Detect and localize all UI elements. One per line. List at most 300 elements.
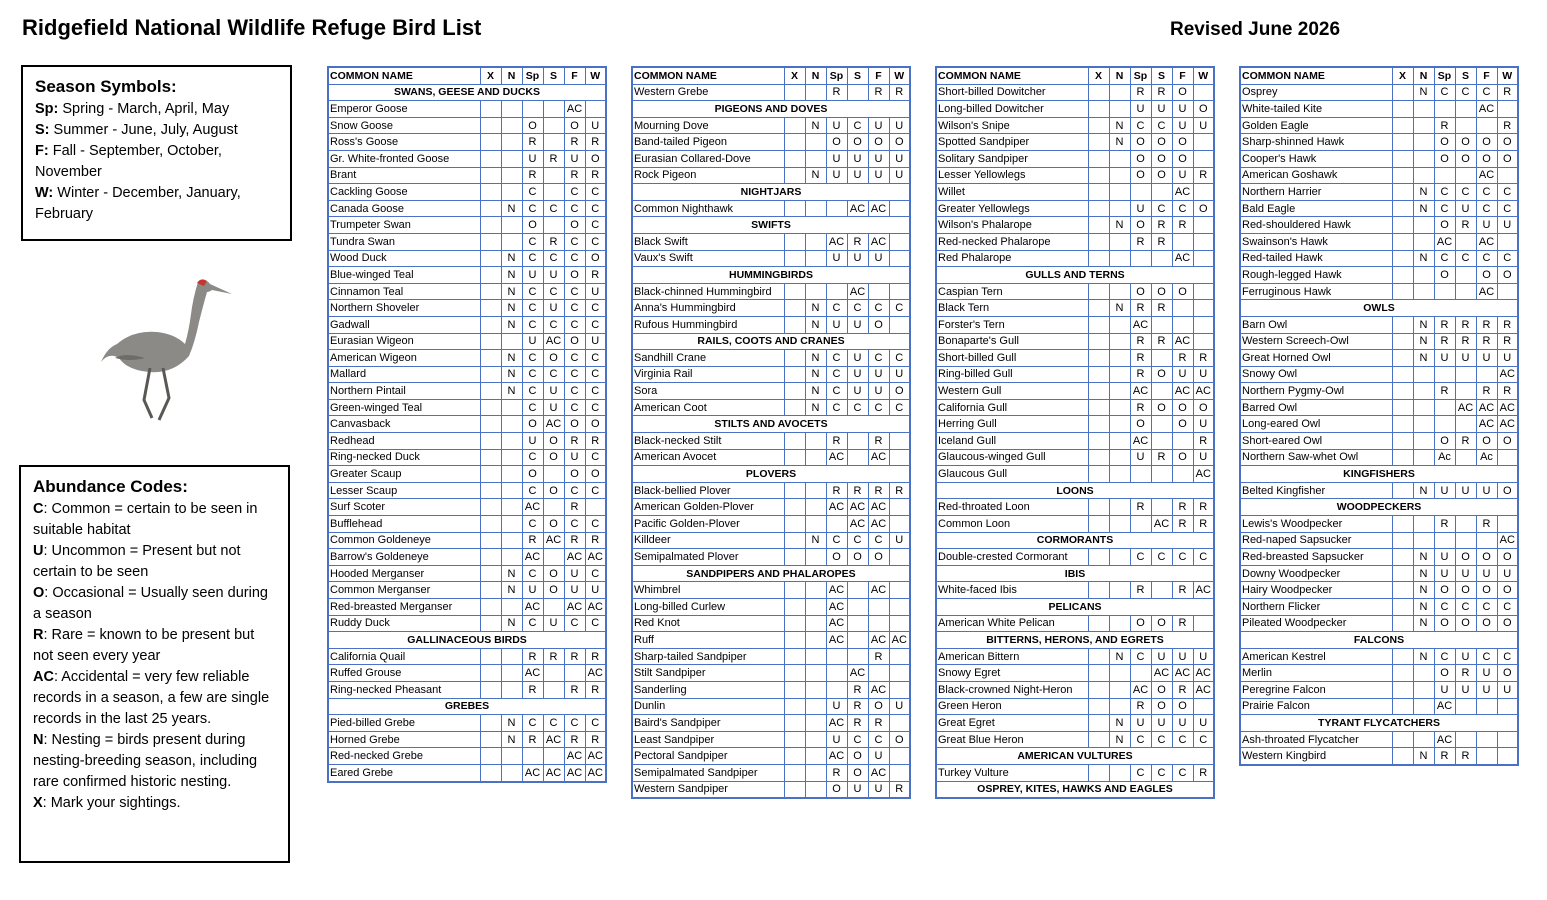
sighting-checkbox-cell[interactable] bbox=[1088, 117, 1109, 134]
sighting-checkbox-cell[interactable] bbox=[1088, 416, 1109, 433]
bird-name: Redhead bbox=[328, 433, 480, 450]
abundance-cell: R bbox=[1172, 499, 1193, 516]
abundance-cell: O bbox=[1497, 482, 1518, 499]
sighting-checkbox-cell[interactable] bbox=[1392, 482, 1413, 499]
abundance-cell bbox=[805, 731, 826, 748]
abundance-cell: C bbox=[522, 200, 543, 217]
abundance-cell: R bbox=[826, 764, 847, 781]
abundance-cell: N bbox=[1413, 549, 1434, 566]
table-row bbox=[632, 449, 910, 466]
table-row bbox=[936, 101, 1214, 118]
abundance-cell: U bbox=[1497, 217, 1518, 234]
sighting-checkbox-cell[interactable] bbox=[480, 333, 501, 350]
table-row bbox=[936, 731, 1214, 748]
sighting-checkbox-cell[interactable] bbox=[1392, 333, 1413, 350]
sighting-checkbox-cell[interactable] bbox=[480, 615, 501, 632]
sighting-checkbox-cell[interactable] bbox=[480, 565, 501, 582]
bird-name: Pacific Golden-Plover bbox=[632, 516, 784, 533]
abundance-cell: R bbox=[1130, 300, 1151, 317]
sighting-checkbox-cell[interactable] bbox=[480, 383, 501, 400]
abundance-cell: U bbox=[522, 150, 543, 167]
sighting-checkbox-cell[interactable] bbox=[784, 233, 805, 250]
sighting-checkbox-cell[interactable] bbox=[480, 350, 501, 367]
bird-name: White-tailed Kite bbox=[1240, 101, 1392, 118]
sighting-checkbox-cell[interactable] bbox=[1088, 366, 1109, 383]
abundance-cell: U bbox=[1434, 482, 1455, 499]
sighting-checkbox-cell[interactable] bbox=[1088, 200, 1109, 217]
sighting-checkbox-cell[interactable] bbox=[784, 250, 805, 267]
sighting-checkbox-cell[interactable] bbox=[784, 482, 805, 499]
table-row bbox=[936, 549, 1214, 566]
abundance-cell bbox=[543, 499, 564, 516]
column-header: S bbox=[1455, 67, 1476, 84]
sighting-checkbox-cell[interactable] bbox=[784, 316, 805, 333]
season-symbol-description: Winter - December, January, February bbox=[35, 185, 241, 222]
abundance-cell: AC bbox=[1130, 433, 1151, 450]
table-header-row bbox=[632, 67, 910, 84]
sighting-checkbox-cell[interactable] bbox=[480, 150, 501, 167]
sighting-checkbox-cell[interactable] bbox=[784, 715, 805, 732]
sighting-checkbox-cell[interactable] bbox=[1392, 84, 1413, 101]
abundance-cell bbox=[1151, 316, 1172, 333]
abundance-cell: C bbox=[1497, 184, 1518, 201]
sighting-checkbox-cell[interactable] bbox=[1088, 764, 1109, 781]
abundance-cell: C bbox=[522, 250, 543, 267]
table-row bbox=[632, 482, 910, 499]
abundance-cell bbox=[889, 250, 910, 267]
sighting-checkbox-cell[interactable] bbox=[1088, 648, 1109, 665]
abundance-cell: U bbox=[543, 399, 564, 416]
sighting-checkbox-cell[interactable] bbox=[480, 715, 501, 732]
sighting-checkbox-cell[interactable] bbox=[1392, 648, 1413, 665]
sighting-checkbox-cell[interactable] bbox=[1088, 399, 1109, 416]
sighting-checkbox-cell[interactable] bbox=[784, 350, 805, 367]
sighting-checkbox-cell[interactable] bbox=[784, 433, 805, 450]
abundance-cell bbox=[805, 715, 826, 732]
table-row bbox=[632, 781, 910, 798]
table-row bbox=[328, 449, 606, 466]
sighting-checkbox-cell[interactable] bbox=[784, 648, 805, 665]
abundance-cell: R bbox=[847, 233, 868, 250]
sighting-checkbox-cell[interactable] bbox=[1392, 582, 1413, 599]
sighting-checkbox-cell[interactable] bbox=[1088, 681, 1109, 698]
sighting-checkbox-cell[interactable] bbox=[1392, 233, 1413, 250]
column-header: COMMON NAME bbox=[1240, 67, 1392, 84]
sighting-checkbox-cell[interactable] bbox=[784, 167, 805, 184]
sighting-checkbox-cell[interactable] bbox=[480, 466, 501, 483]
sighting-checkbox-cell[interactable] bbox=[1392, 665, 1413, 682]
abundance-cell: R bbox=[522, 731, 543, 748]
table-row bbox=[632, 383, 910, 400]
abundance-cell bbox=[1109, 549, 1130, 566]
bird-name: Snowy Owl bbox=[1240, 366, 1392, 383]
abundance-cell bbox=[543, 167, 564, 184]
sighting-checkbox-cell[interactable] bbox=[1088, 184, 1109, 201]
sighting-checkbox-cell[interactable] bbox=[480, 300, 501, 317]
sighting-checkbox-cell[interactable] bbox=[1088, 167, 1109, 184]
sighting-checkbox-cell[interactable] bbox=[1392, 366, 1413, 383]
table-row bbox=[632, 433, 910, 450]
table-row bbox=[1240, 184, 1518, 201]
sighting-checkbox-cell[interactable] bbox=[1088, 449, 1109, 466]
sighting-checkbox-cell[interactable] bbox=[1392, 200, 1413, 217]
sighting-checkbox-cell[interactable] bbox=[784, 499, 805, 516]
abundance-cell: U bbox=[1172, 117, 1193, 134]
sighting-checkbox-cell[interactable] bbox=[1392, 399, 1413, 416]
abundance-cell: AC bbox=[1476, 101, 1497, 118]
sighting-checkbox-cell[interactable] bbox=[1088, 499, 1109, 516]
bird-name: Sharp-shinned Hawk bbox=[1240, 134, 1392, 151]
column-header: COMMON NAME bbox=[632, 67, 784, 84]
bird-name: Great Egret bbox=[936, 715, 1088, 732]
sighting-checkbox-cell[interactable] bbox=[480, 482, 501, 499]
table-row bbox=[632, 233, 910, 250]
abundance-cell: R bbox=[585, 433, 606, 450]
sighting-checkbox-cell[interactable] bbox=[480, 101, 501, 118]
abundance-cell: AC bbox=[868, 764, 889, 781]
sighting-checkbox-cell[interactable] bbox=[1088, 665, 1109, 682]
sighting-checkbox-cell[interactable] bbox=[1392, 150, 1413, 167]
abundance-cell: O bbox=[889, 134, 910, 151]
bird-name: Emperor Goose bbox=[328, 101, 480, 118]
sighting-checkbox-cell[interactable] bbox=[1392, 748, 1413, 765]
abundance-cell: C bbox=[1151, 117, 1172, 134]
section-header-row bbox=[632, 101, 910, 118]
bird-name: Forster's Tern bbox=[936, 316, 1088, 333]
abundance-cell: O bbox=[1434, 217, 1455, 234]
abundance-cell: AC bbox=[1193, 582, 1214, 599]
abundance-cell: C bbox=[522, 383, 543, 400]
sighting-checkbox-cell[interactable] bbox=[1088, 250, 1109, 267]
sighting-checkbox-cell[interactable] bbox=[784, 764, 805, 781]
abundance-cell: C bbox=[585, 366, 606, 383]
abundance-cell bbox=[1497, 698, 1518, 715]
sighting-checkbox-cell[interactable] bbox=[1088, 134, 1109, 151]
sighting-checkbox-cell[interactable] bbox=[784, 681, 805, 698]
abundance-cell bbox=[1151, 582, 1172, 599]
abundance-cell: C bbox=[1434, 200, 1455, 217]
bird-name: Tundra Swan bbox=[328, 233, 480, 250]
abundance-cell: R bbox=[889, 482, 910, 499]
sighting-checkbox-cell[interactable] bbox=[1088, 549, 1109, 566]
abundance-cell bbox=[1193, 316, 1214, 333]
abundance-cell bbox=[805, 599, 826, 616]
abundance-cell: AC bbox=[1476, 233, 1497, 250]
column-header: N bbox=[1413, 67, 1434, 84]
sighting-checkbox-cell[interactable] bbox=[480, 366, 501, 383]
sighting-checkbox-cell[interactable] bbox=[1088, 283, 1109, 300]
sighting-checkbox-cell[interactable] bbox=[1392, 433, 1413, 450]
sighting-checkbox-cell[interactable] bbox=[480, 433, 501, 450]
abundance-code-symbol: C bbox=[33, 501, 44, 517]
sighting-checkbox-cell[interactable] bbox=[480, 731, 501, 748]
abundance-cell: U bbox=[1476, 350, 1497, 367]
abundance-cell: C bbox=[564, 366, 585, 383]
abundance-cell: AC bbox=[564, 764, 585, 781]
sighting-checkbox-cell[interactable] bbox=[1392, 167, 1413, 184]
abundance-cell: C bbox=[564, 715, 585, 732]
bird-name: American Goshawk bbox=[1240, 167, 1392, 184]
sighting-checkbox-cell[interactable] bbox=[1392, 350, 1413, 367]
sighting-checkbox-cell[interactable] bbox=[1088, 300, 1109, 317]
bird-name: Cooper's Hawk bbox=[1240, 150, 1392, 167]
table-row bbox=[1240, 250, 1518, 267]
sighting-checkbox-cell[interactable] bbox=[1392, 731, 1413, 748]
abundance-cell bbox=[1413, 449, 1434, 466]
abundance-cell: AC bbox=[543, 532, 564, 549]
sighting-checkbox-cell[interactable] bbox=[1088, 84, 1109, 101]
abundance-cell: O bbox=[1130, 217, 1151, 234]
abundance-cell: AC bbox=[1172, 665, 1193, 682]
section-header-row bbox=[632, 466, 910, 483]
sighting-checkbox-cell[interactable] bbox=[1392, 316, 1413, 333]
abundance-cell: N bbox=[501, 267, 522, 284]
abundance-cell: AC bbox=[826, 715, 847, 732]
bird-name: Gadwall bbox=[328, 316, 480, 333]
sighting-checkbox-cell[interactable] bbox=[1088, 217, 1109, 234]
sighting-checkbox-cell[interactable] bbox=[480, 283, 501, 300]
bird-name: Semipalmated Plover bbox=[632, 549, 784, 566]
sighting-checkbox-cell[interactable] bbox=[784, 300, 805, 317]
abundance-cell: O bbox=[1455, 549, 1476, 566]
sighting-checkbox-cell[interactable] bbox=[480, 532, 501, 549]
abundance-cell: O bbox=[1476, 549, 1497, 566]
abundance-cell: AC bbox=[847, 200, 868, 217]
sighting-checkbox-cell[interactable] bbox=[784, 599, 805, 616]
abundance-cell: O bbox=[1130, 134, 1151, 151]
abundance-cell bbox=[826, 516, 847, 533]
sighting-checkbox-cell[interactable] bbox=[1088, 150, 1109, 167]
sighting-checkbox-cell[interactable] bbox=[480, 665, 501, 682]
sighting-checkbox-cell[interactable] bbox=[480, 267, 501, 284]
table-row bbox=[936, 167, 1214, 184]
sighting-checkbox-cell[interactable] bbox=[1392, 117, 1413, 134]
abundance-cell: R bbox=[1455, 748, 1476, 765]
column-header: N bbox=[501, 67, 522, 84]
sighting-checkbox-cell[interactable] bbox=[784, 532, 805, 549]
sighting-checkbox-cell[interactable] bbox=[1392, 549, 1413, 566]
sighting-checkbox-cell[interactable] bbox=[480, 748, 501, 765]
abundance-cell bbox=[1193, 233, 1214, 250]
sighting-checkbox-cell[interactable] bbox=[480, 233, 501, 250]
sighting-checkbox-cell[interactable] bbox=[1392, 101, 1413, 118]
sighting-checkbox-cell[interactable] bbox=[1392, 416, 1413, 433]
sighting-checkbox-cell[interactable] bbox=[784, 84, 805, 101]
abundance-cell bbox=[1109, 184, 1130, 201]
abundance-cell: C bbox=[564, 283, 585, 300]
sighting-checkbox-cell[interactable] bbox=[480, 200, 501, 217]
table-row bbox=[328, 599, 606, 616]
abundance-code-description: : Nesting = birds present during nesting-breeding season, including rare confirmed historic nesting. bbox=[33, 732, 258, 790]
bird-name: Western Grebe bbox=[632, 84, 784, 101]
abundance-cell: AC bbox=[1151, 516, 1172, 533]
abundance-cell: AC bbox=[543, 764, 564, 781]
sighting-checkbox-cell[interactable] bbox=[480, 599, 501, 616]
abundance-cell: R bbox=[1455, 333, 1476, 350]
table-row bbox=[936, 681, 1214, 698]
sighting-checkbox-cell[interactable] bbox=[1392, 681, 1413, 698]
section-header-row bbox=[632, 416, 910, 433]
abundance-cell: U bbox=[826, 150, 847, 167]
section-header-row bbox=[936, 482, 1214, 499]
abundance-cell bbox=[1151, 350, 1172, 367]
sighting-checkbox-cell[interactable] bbox=[784, 698, 805, 715]
abundance-cell: O bbox=[1151, 167, 1172, 184]
sighting-checkbox-cell[interactable] bbox=[1088, 233, 1109, 250]
sighting-checkbox-cell[interactable] bbox=[1392, 516, 1413, 533]
abundance-cell bbox=[1109, 366, 1130, 383]
sighting-checkbox-cell[interactable] bbox=[1088, 466, 1109, 483]
table-row bbox=[1240, 433, 1518, 450]
abundance-code-symbol: O bbox=[33, 585, 45, 601]
abundance-cell: O bbox=[585, 466, 606, 483]
bird-name: Semipalmated Sandpiper bbox=[632, 764, 784, 781]
sighting-checkbox-cell[interactable] bbox=[1392, 283, 1413, 300]
abundance-cell: U bbox=[868, 748, 889, 765]
abundance-cell bbox=[543, 217, 564, 234]
sighting-checkbox-cell[interactable] bbox=[1392, 449, 1413, 466]
sighting-checkbox-cell[interactable] bbox=[1088, 715, 1109, 732]
sighting-checkbox-cell[interactable] bbox=[1392, 134, 1413, 151]
sighting-checkbox-cell[interactable] bbox=[1088, 383, 1109, 400]
abundance-cell: O bbox=[847, 748, 868, 765]
sighting-checkbox-cell[interactable] bbox=[480, 764, 501, 781]
sighting-checkbox-cell[interactable] bbox=[784, 731, 805, 748]
abundance-cell bbox=[1172, 316, 1193, 333]
sighting-checkbox-cell[interactable] bbox=[784, 615, 805, 632]
sighting-checkbox-cell[interactable] bbox=[480, 399, 501, 416]
sighting-checkbox-cell[interactable] bbox=[1392, 250, 1413, 267]
abundance-cell: N bbox=[501, 715, 522, 732]
sighting-checkbox-cell[interactable] bbox=[1392, 615, 1413, 632]
section-title: PIGEONS AND DOVES bbox=[632, 101, 910, 118]
sighting-checkbox-cell[interactable] bbox=[784, 748, 805, 765]
abundance-cell: C bbox=[1497, 599, 1518, 616]
sighting-checkbox-cell[interactable] bbox=[1088, 731, 1109, 748]
sighting-checkbox-cell[interactable] bbox=[784, 399, 805, 416]
abundance-cell bbox=[868, 615, 889, 632]
abundance-cell: C bbox=[585, 383, 606, 400]
sighting-checkbox-cell[interactable] bbox=[784, 632, 805, 649]
season-symbol-description: Fall - September, October, November bbox=[35, 143, 222, 180]
sighting-checkbox-cell[interactable] bbox=[1392, 217, 1413, 234]
sighting-checkbox-cell[interactable] bbox=[784, 117, 805, 134]
abundance-cell: O bbox=[1151, 399, 1172, 416]
sighting-checkbox-cell[interactable] bbox=[784, 665, 805, 682]
abundance-cell: C bbox=[522, 233, 543, 250]
abundance-cell bbox=[501, 449, 522, 466]
sighting-checkbox-cell[interactable] bbox=[1088, 615, 1109, 632]
sighting-checkbox-cell[interactable] bbox=[784, 283, 805, 300]
abundance-cell: R bbox=[564, 134, 585, 151]
sighting-checkbox-cell[interactable] bbox=[784, 383, 805, 400]
abundance-cell: N bbox=[805, 167, 826, 184]
table-row bbox=[1240, 399, 1518, 416]
sighting-checkbox-cell[interactable] bbox=[784, 781, 805, 798]
abundance-cell: U bbox=[1172, 167, 1193, 184]
abundance-cell bbox=[805, 632, 826, 649]
sighting-checkbox-cell[interactable] bbox=[480, 217, 501, 234]
table-row bbox=[936, 615, 1214, 632]
abundance-cell: R bbox=[1497, 333, 1518, 350]
sighting-checkbox-cell[interactable] bbox=[480, 516, 501, 533]
sighting-checkbox-cell[interactable] bbox=[1392, 532, 1413, 549]
sighting-checkbox-cell[interactable] bbox=[1088, 516, 1109, 533]
abundance-cell: R bbox=[1130, 366, 1151, 383]
sighting-checkbox-cell[interactable] bbox=[784, 582, 805, 599]
sighting-checkbox-cell[interactable] bbox=[1088, 316, 1109, 333]
sighting-checkbox-cell[interactable] bbox=[480, 134, 501, 151]
sighting-checkbox-cell[interactable] bbox=[1392, 383, 1413, 400]
sighting-checkbox-cell[interactable] bbox=[480, 316, 501, 333]
sighting-checkbox-cell[interactable] bbox=[784, 449, 805, 466]
sighting-checkbox-cell[interactable] bbox=[1392, 565, 1413, 582]
table-row bbox=[632, 399, 910, 416]
abundance-cell: N bbox=[1109, 300, 1130, 317]
abundance-cell: R bbox=[1130, 582, 1151, 599]
sighting-checkbox-cell[interactable] bbox=[480, 582, 501, 599]
table-row bbox=[936, 84, 1214, 101]
abundance-cell: U bbox=[522, 582, 543, 599]
table-row bbox=[1240, 615, 1518, 632]
abundance-cell: R bbox=[1434, 117, 1455, 134]
abundance-cell: C bbox=[522, 565, 543, 582]
sighting-checkbox-cell[interactable] bbox=[1088, 582, 1109, 599]
sighting-checkbox-cell[interactable] bbox=[784, 516, 805, 533]
table-header-row bbox=[1240, 67, 1518, 84]
sighting-checkbox-cell[interactable] bbox=[480, 184, 501, 201]
sighting-checkbox-cell[interactable] bbox=[480, 681, 501, 698]
sighting-checkbox-cell[interactable] bbox=[1088, 333, 1109, 350]
abundance-cell: R bbox=[1455, 316, 1476, 333]
abundance-cell bbox=[826, 200, 847, 217]
sighting-checkbox-cell[interactable] bbox=[480, 167, 501, 184]
abundance-cell bbox=[543, 466, 564, 483]
sighting-checkbox-cell[interactable] bbox=[784, 366, 805, 383]
abundance-cell: R bbox=[1130, 499, 1151, 516]
sighting-checkbox-cell[interactable] bbox=[480, 549, 501, 566]
abundance-cell bbox=[889, 499, 910, 516]
sighting-checkbox-cell[interactable] bbox=[1088, 433, 1109, 450]
section-title: IBIS bbox=[936, 565, 1214, 582]
sighting-checkbox-cell[interactable] bbox=[480, 416, 501, 433]
sighting-checkbox-cell[interactable] bbox=[1392, 184, 1413, 201]
abundance-cell bbox=[1130, 516, 1151, 533]
sighting-checkbox-cell[interactable] bbox=[1392, 698, 1413, 715]
sighting-checkbox-cell[interactable] bbox=[1088, 350, 1109, 367]
sighting-checkbox-cell[interactable] bbox=[784, 549, 805, 566]
abundance-cell bbox=[847, 84, 868, 101]
bird-name: Sharp-tailed Sandpiper bbox=[632, 648, 784, 665]
sighting-checkbox-cell[interactable] bbox=[784, 134, 805, 151]
bird-name: Trumpeter Swan bbox=[328, 217, 480, 234]
sighting-checkbox-cell[interactable] bbox=[480, 449, 501, 466]
sighting-checkbox-cell[interactable] bbox=[1088, 698, 1109, 715]
sighting-checkbox-cell[interactable] bbox=[480, 648, 501, 665]
sighting-checkbox-cell[interactable] bbox=[784, 150, 805, 167]
sighting-checkbox-cell[interactable] bbox=[480, 499, 501, 516]
sighting-checkbox-cell[interactable] bbox=[480, 250, 501, 267]
sighting-checkbox-cell[interactable] bbox=[1392, 599, 1413, 616]
abundance-cell: N bbox=[1413, 582, 1434, 599]
sighting-checkbox-cell[interactable] bbox=[480, 117, 501, 134]
abundance-cell bbox=[564, 665, 585, 682]
sighting-checkbox-cell[interactable] bbox=[784, 200, 805, 217]
abundance-cell: C bbox=[564, 250, 585, 267]
sighting-checkbox-cell[interactable] bbox=[1088, 101, 1109, 118]
abundance-cell: U bbox=[1434, 549, 1455, 566]
sighting-checkbox-cell[interactable] bbox=[1392, 267, 1413, 284]
